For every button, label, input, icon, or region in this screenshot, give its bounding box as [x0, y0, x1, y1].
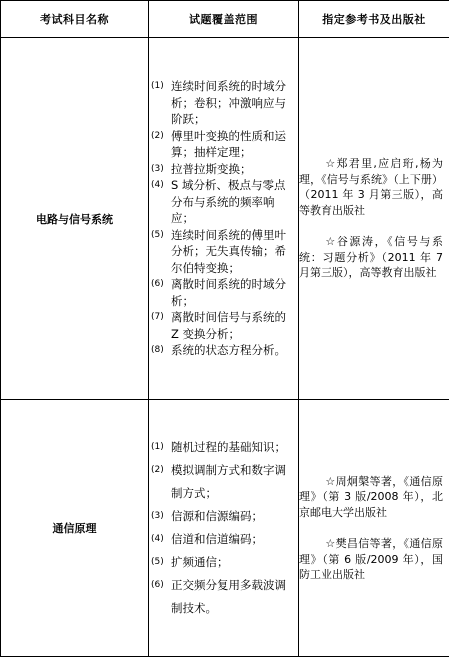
topic-text: 傅里叶变换的性质和运算；抽样定理；	[171, 128, 286, 160]
topic-number: (2)	[151, 130, 164, 141]
topic-text: 连续时间系统的傅里叶分析；无失真传输；希尔伯特变换；	[171, 227, 286, 275]
reference-text: 樊昌信等著，《通信原理》（第 6 版/2009 年），国防工业出版社	[299, 537, 443, 581]
topic-text: 模拟调制方式和数字调制方式；	[171, 463, 286, 500]
list-item	[149, 276, 292, 309]
topic-text: 信源和信源编码；	[171, 509, 263, 523]
topic-list	[149, 78, 298, 359]
topic-number: (8)	[151, 345, 164, 356]
topic-number: (3)	[151, 511, 164, 521]
reference-text: 谷源涛，《信号与系统：习题分析》（2011 年 7 月第三版），高等教育出版社	[299, 235, 443, 280]
topic-number: (6)	[151, 279, 164, 290]
topic-text: 系统的状态方程分析。	[171, 343, 286, 358]
list-item	[149, 78, 292, 128]
topic-text: 信道和信道编码；	[171, 532, 263, 546]
list-item	[149, 574, 292, 620]
header-references: 指定参考书及出版社	[299, 1, 449, 38]
topic-list	[149, 436, 298, 620]
reference-entry	[299, 536, 449, 583]
list-item	[149, 177, 292, 227]
star-icon: ☆	[325, 474, 336, 488]
reference-entry	[299, 156, 449, 218]
topic-number: (4)	[151, 180, 164, 191]
references-cell	[299, 38, 449, 400]
topic-text: 离散时间信号与系统的 Z 变换分析；	[171, 310, 286, 341]
list-item	[149, 342, 292, 359]
topic-number: (7)	[151, 312, 164, 323]
table-row	[1, 400, 449, 657]
reference-text: 郑君里,应启珩,杨为理，《信号与系统》（上下册）（2011 年 3 月第三版），高等教育出版社	[299, 157, 443, 217]
topic-number: (5)	[151, 229, 164, 240]
list-item	[149, 528, 292, 551]
topic-text: 离散时间系统的时域分析；	[171, 277, 286, 308]
table-row	[1, 38, 449, 400]
references-cell	[299, 400, 449, 657]
list-item	[149, 161, 292, 178]
topic-number: (3)	[151, 163, 164, 174]
topics-cell	[149, 38, 299, 400]
reference-entry	[299, 234, 449, 281]
topic-text: 正交频分复用多载波调制技术。	[171, 578, 286, 615]
topic-number: (4)	[151, 534, 164, 544]
subject-name: 通信原理	[1, 400, 149, 657]
topic-number: (2)	[151, 465, 164, 475]
star-icon: ☆	[325, 235, 337, 249]
topic-number: (6)	[151, 580, 164, 590]
header-row	[1, 1, 449, 38]
reference-text: 周炯槃等著，《通信原理》（第 3 版/2008 年），北京邮电大学出版社	[299, 474, 443, 519]
list-item	[149, 227, 292, 277]
header-subject: 考试科目名称	[1, 1, 149, 38]
list-item	[149, 551, 292, 574]
topic-text: 随机过程的基础知识；	[171, 440, 286, 454]
topic-text: S 域分析、极点与零点分布与系统的频率响应；	[171, 178, 286, 226]
topic-number: (1)	[151, 81, 164, 92]
list-item	[149, 505, 292, 528]
list-item	[149, 436, 292, 459]
topics-cell	[149, 400, 299, 657]
reference-entry	[299, 474, 449, 521]
star-icon: ☆	[325, 537, 336, 550]
list-item	[149, 459, 292, 505]
topic-text: 连续时间系统的时域分析；卷积；冲激响应与阶跃；	[171, 79, 286, 127]
topic-text: 拉普拉斯变换；	[171, 161, 252, 176]
header-coverage: 试题覆盖范围	[149, 1, 299, 38]
topic-number: (5)	[151, 557, 164, 567]
subject-name: 电路与信号系统	[1, 38, 149, 400]
topic-number: (1)	[151, 442, 164, 452]
list-item	[149, 128, 292, 161]
topic-text: 扩频通信；	[171, 555, 229, 569]
star-icon: ☆	[325, 157, 337, 171]
list-item	[149, 309, 292, 342]
